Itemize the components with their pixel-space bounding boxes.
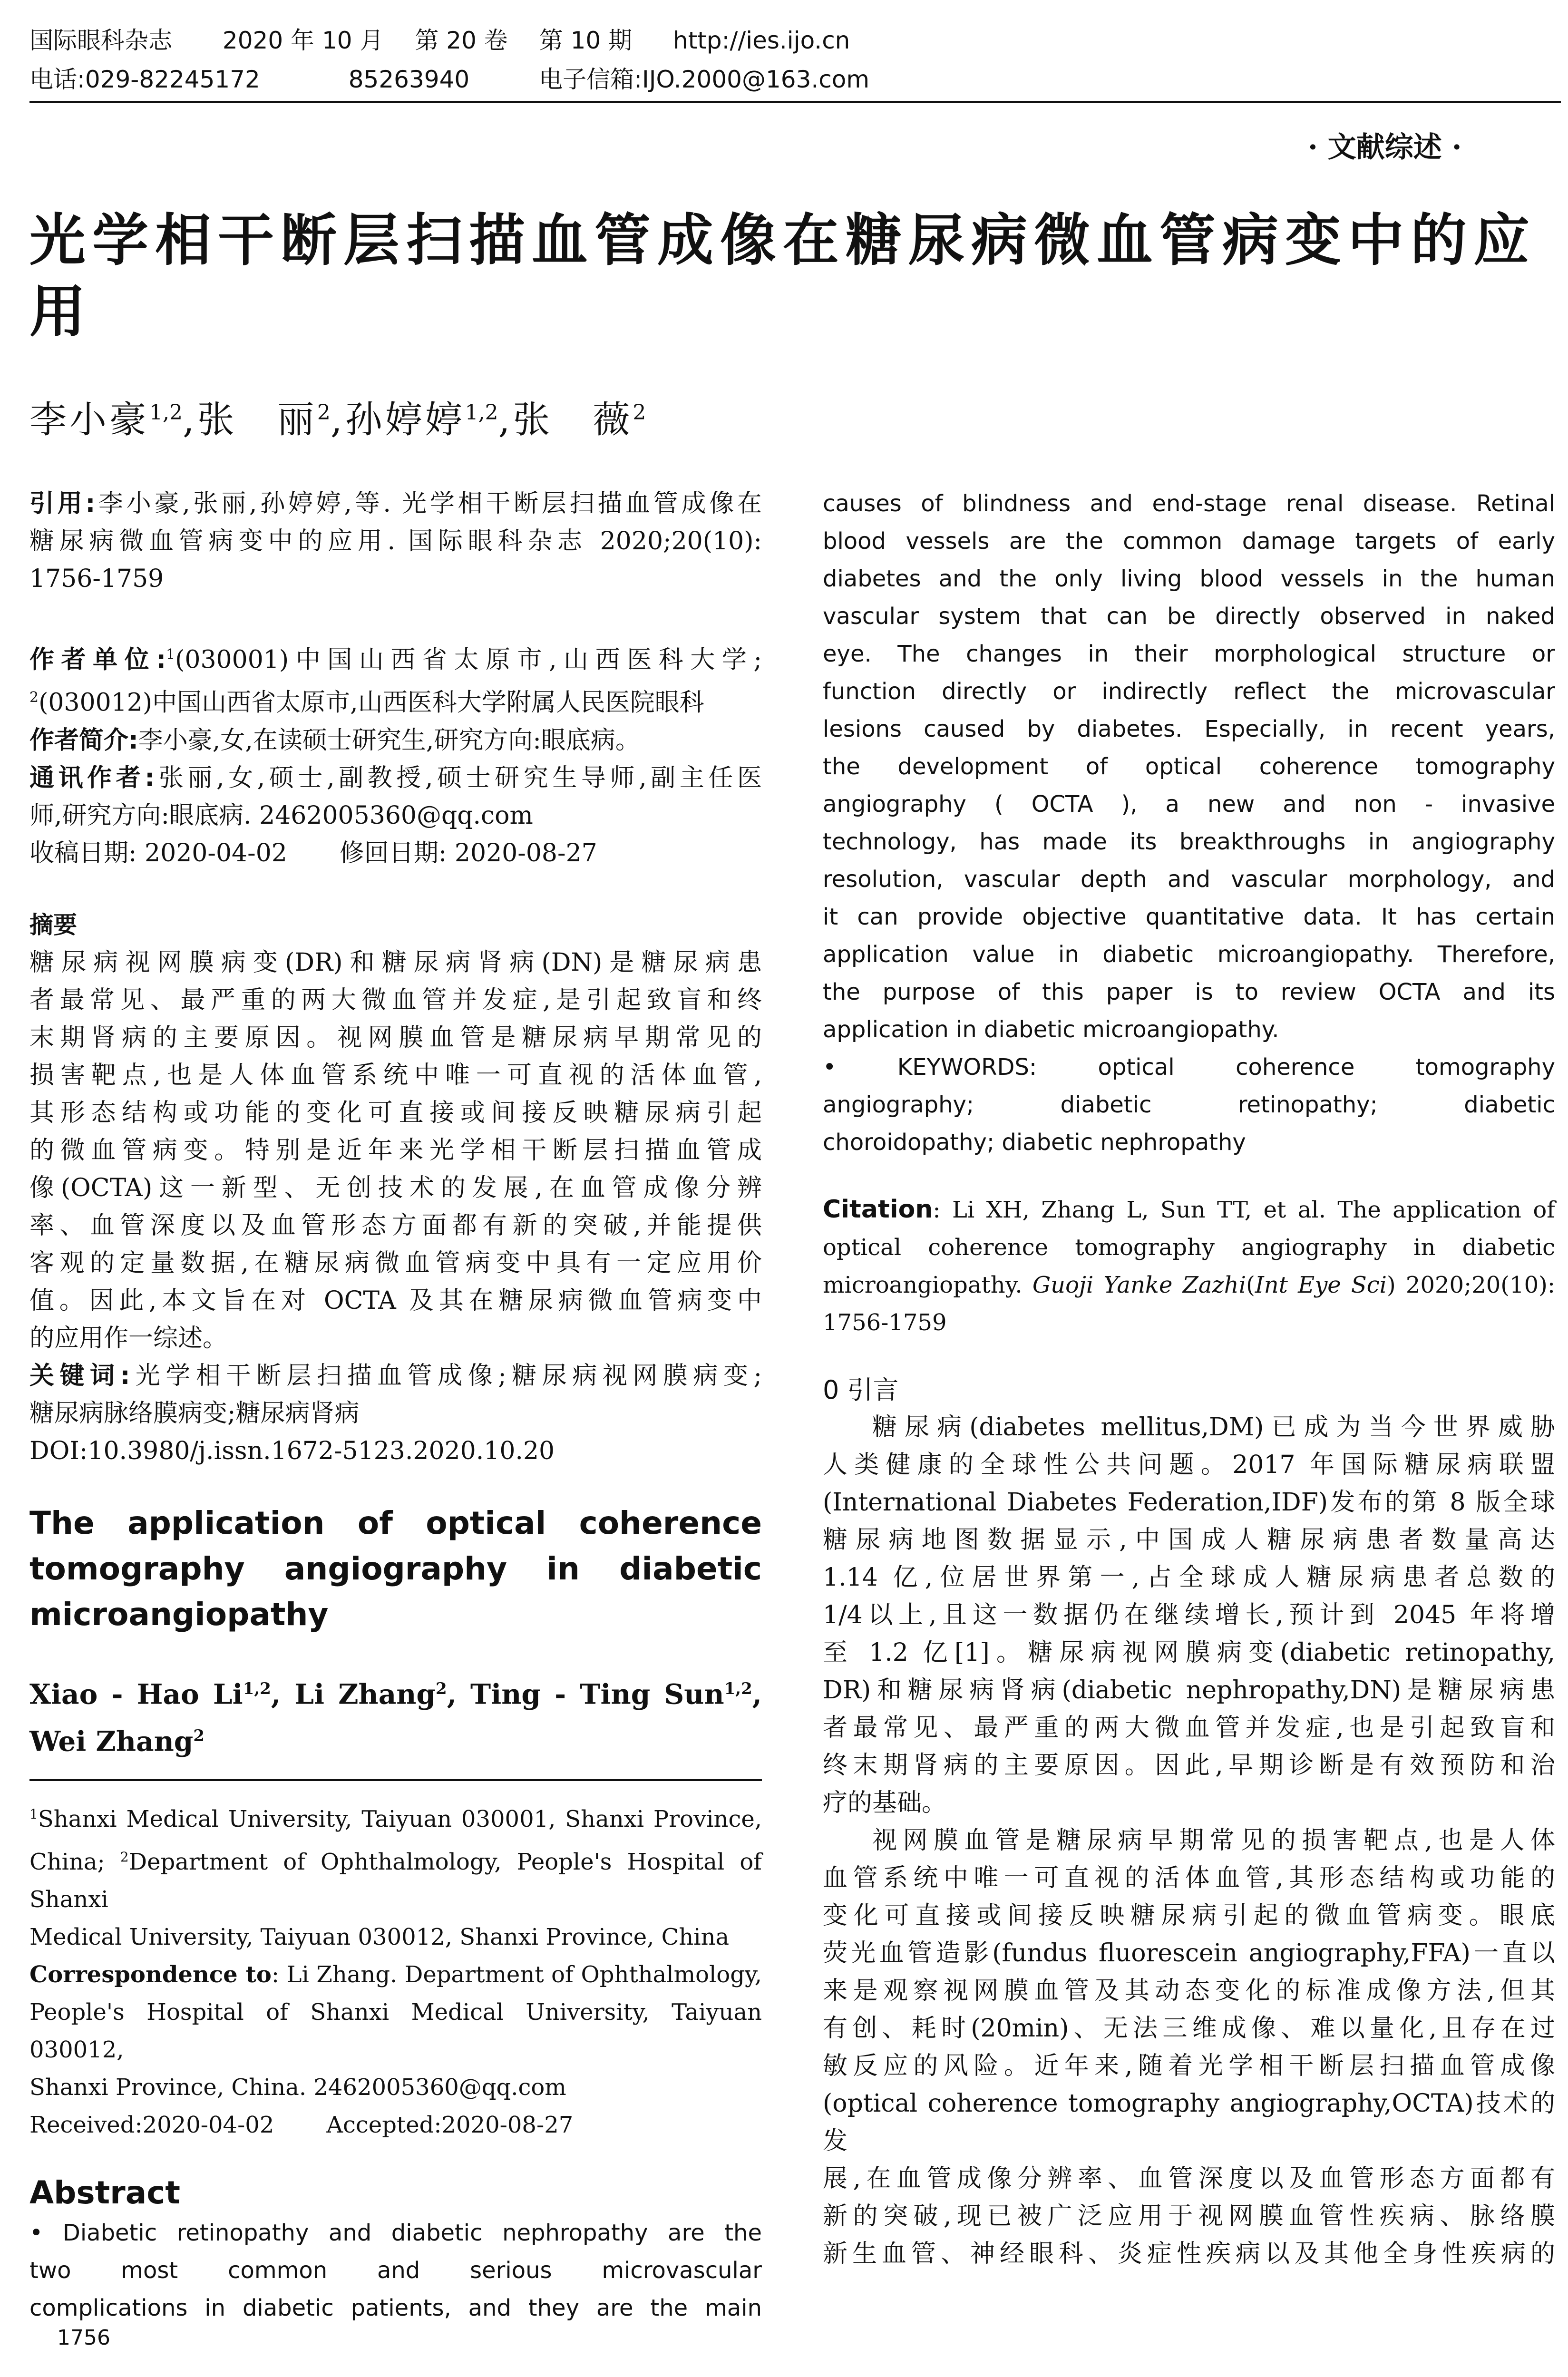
section-tag: · 文献综述 ·: [1308, 131, 1462, 164]
intro-paragraph-2: 视网膜血管是糖尿病早期常见的损害靶点,也是人体 血管系统中唯一可直视的活体血管,其形态结构或功能的 变化可直接或间接反映糖尿病引起的微血管病变。眼底 荧光血管造影(fundus fluorescein angiography,FFA)一直以 来是观察视网膜血管及其动态变化的标准成像方法,但其 有创、耗时(20min)、无法三维成像、难以量化,且存在过 敏反应的风险。近年来,随着光学相干断层扫描血管成像 (optical coherence tomography angiography,OCTA)技术的发 展,在血管成像分辨率、血管深度以及血管形态方面都有 新的突破,现已被广泛应用于视网膜血管性疾病、脉络膜 新生血管、神经眼科、炎症性疾病以及其他全身性疾病的: [823, 1826, 1555, 2268]
intro-heading: 0 引言: [823, 1375, 899, 1405]
english-title: The application of optical coherence tomography angiography in diabetic microangiopathy: [29, 1504, 762, 1633]
left-column: [29, 485, 762, 2327]
doi: DOI:10.3980/j.issn.1672-5123.2020.10.20: [29, 1436, 555, 1465]
header-contact: 电话:029-82245172 85263940 电子信箱:IJO.2000@163.com: [29, 66, 870, 93]
header-journal: 国际眼科杂志 2020 年 10 月 第 20 卷 第 10 期 http://ies.ijo.cn: [29, 27, 850, 54]
affiliations-cn: 作者单位:$^1$(030001)中国山西省太原市,山西医科大学; $^2$(030012)中国山西省太原市,山西医科大学附属人民医院眼科 作者简介:李小豪,女,在读硕士研究生,研究方向:眼底病。 通讯作者:张丽,女,硕士,副教授,硕士研究生导师,副主任医 师,研究方向:眼底病. 2462005360@qq.com 收稿日期: 2020-04-02 修回日期: 2020-08-27: [29, 645, 762, 867]
english-authors: Xiao - Hao Li$^{1,2}$, Li Zhang$^2$, Ting - Ting Sun$^{1,2}$, Wei Zhang$^2$: [29, 1677, 762, 1758]
abstract-cn: 摘要 糖尿病视网膜病变(DR)和糖尿病肾病(DN)是糖尿病患 者最常见、最严重的两大微血管并发症,是引起致盲和终 末期肾病的主要原因。视网膜血管是糖尿病早期常见的 损害靶点,也是人体血管系统中唯一可直视的活体血管, 其形态结构或功能的变化可直接或间接反映糖尿病引起 的微血管病变。特别是近年来光学相干断层扫描血管成 像(OCTA)这一新型、无创技术的发展,在血管成像分辨 率、血管深度以及血管形态方面都有新的突破,并能提供 客观的定量数据,在糖尿病微血管病变中具有一定应用价 值。因此,本文旨在对 OCTA 及其在糖尿病微血管病变中 的应用作一综述。 关键词:光学相干断层扫描血管成像;糖尿病视网膜病变; 糖尿病脉络膜病变;糖尿病肾病 DOI:10.3980/j.issn.1672-5123.2020.10.20: [29, 906, 762, 1470]
english-affiliations: $^1$Shanxi Medical University, Taiyuan 030001, Shanxi Province, China; $^2$Department of Ophthalmology, People's Hospital of Shanxi Medical University, Taiyuan 030012, Shanxi Province, China Correspondence to: Li Zhang. Department of Ophthalmology, People's Hospital of Shanxi Medical University, Taiyuan 030012, Shanxi Province, China. 2462005360@qq.com Received:2020-04-02 Accepted:2020-08-27: [29, 1806, 762, 2139]
english-authors-rule: [29, 1779, 762, 1781]
english-abstract: Abstract • Diabetic retinopathy and diabetic nephropathy are the two most common and serious microvascular complications in diabetic patients, and they are the main: [29, 2174, 762, 2322]
header-rule: [29, 101, 1561, 103]
page-number: 1756: [57, 2326, 110, 2350]
right-column: [823, 485, 1555, 2273]
citation-cn: 引用:李小豪,张丽,孙婷婷,等. 光学相干断层扫描血管成像在 糖尿病微血管病变中的应用. 国际眼科杂志 2020;20(10): 1756-1759: [29, 489, 762, 593]
introduction: [823, 1371, 1555, 2273]
page-title: 光学相干断层扫描血管成像在糖尿病微血管病变中的应用: [29, 207, 1537, 344]
intro-paragraph-1: 糖尿病(diabetes mellitus,DM)已成为当今世界威胁 人类健康的全球性公共问题。2017 年国际糖尿病联盟 (International Diabetes Federation,IDF)发布的第 8 版全球 糖尿病地图数据显示,中国成人糖尿病患者数量高达 1.14 亿,位居世界第一,占全球成人糖尿病患者总数的 1/4以上,且这一数据仍在继续增长,预计到 2045 年将增 至 1.2 亿[1]。糖尿病视网膜病变(diabetic retinopathy, DR)和糖尿病肾病(diabetic nephropathy,DN)是糖尿病患 者最常见、最严重的两大微血管并发症,也是引起致盲和 终末期肾病的主要原因。因此,早期诊断是有效预防和治 疗的基础。: [823, 1413, 1555, 1817]
english-keywords: • KEYWORDS: optical coherence tomography: [823, 1054, 1556, 1081]
authors-cn: 李小豪$^{1,2}$,张 丽$^2$,孙婷婷$^{1,2}$,张 薇$^2$: [29, 399, 646, 441]
english-abstract-continued: causes of blindness and end-stage renal disease. Retinal blood vessels are the common damage targets of early diabetes and the only living blood vessels in the human vascular system that can be directly observed in naked eye. The changes in their morphological structure or function directly or indirectly reflect the microvascular lesions caused by diabetes. Especially, in recent years, the development of optical coherence tomography angiography ( OCTA ), a new and non - invasive technology, has made its breakthroughs in angiography resolution, vascular depth and vascular morphology, and it can provide objective quantitative data. It has certain application value in diabetic microangiopathy. Therefore, the purpose of this paper is to review OCTA and its application in diabetic microangiopathy. • KEYWORDS: optical coherence tomography angiography; diabetic retinopathy; diabetic choroidopathy; diabetic nephropathy: [823, 490, 1556, 1156]
english-citation: Citation: Li XH, Zhang L, Sun TT, et al. The application of optical coherence tomography angiography in diabetic microangiopathy. Guoji Yanke Zazhi(Int Eye Sci) 2020;20(10): 1756-1759: [823, 1195, 1556, 1336]
